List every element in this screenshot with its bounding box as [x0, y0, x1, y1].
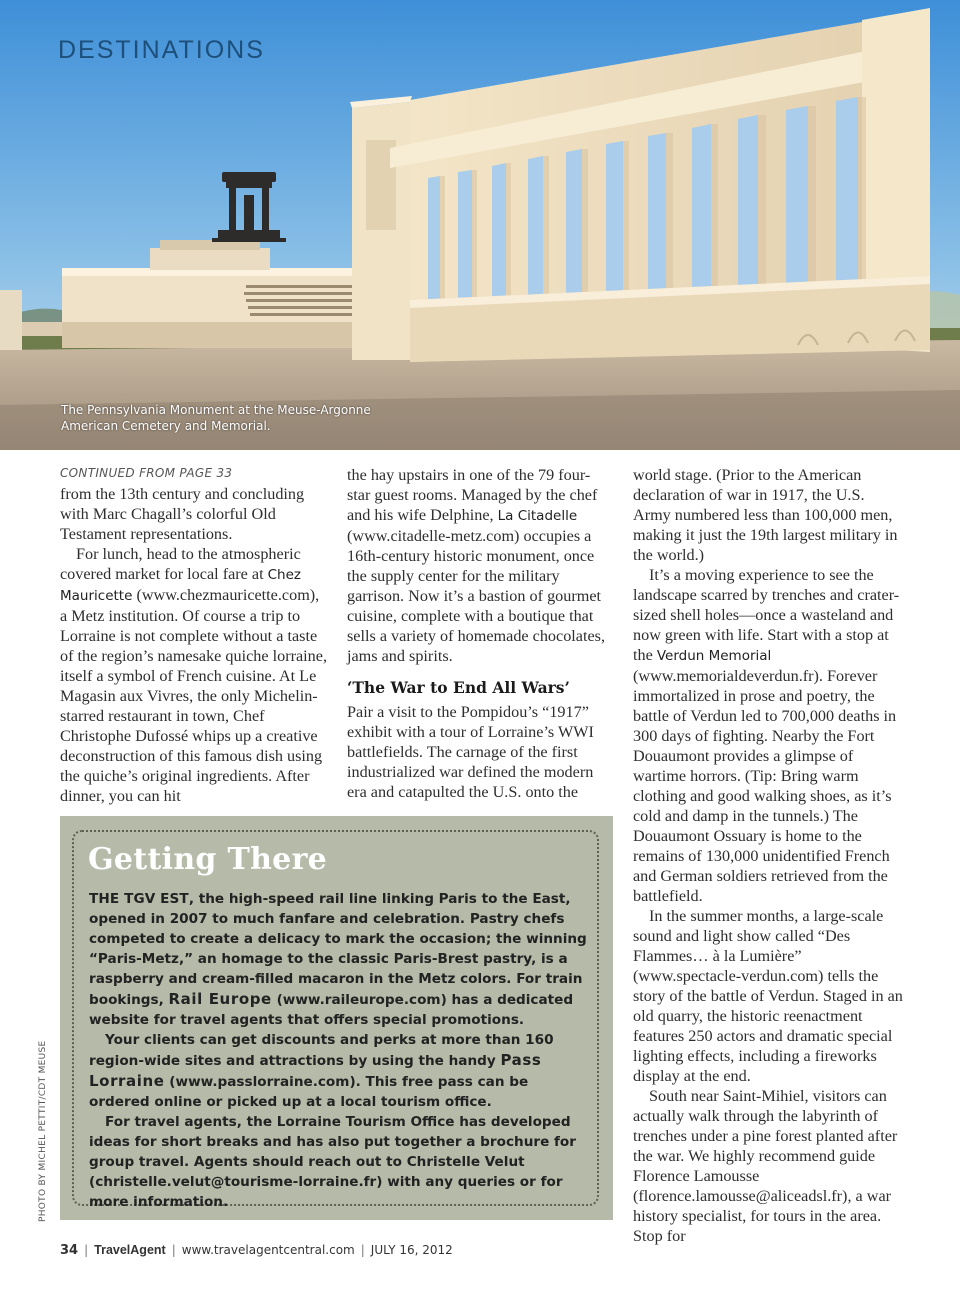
- issue-date: JULY 16, 2012: [370, 1243, 453, 1257]
- paragraph: from the 13th century and concluding with Marc Chagall’s colorful Old Testament representations.: [60, 485, 305, 543]
- continued-label: CONTINUED FROM PAGE 33: [60, 466, 233, 480]
- paragraph: It’s a moving experience to see the landscape scarred by trenches and crater-sized shell holes—once a wasteland and now green with life. Start with a stop at the Verdun Memorial (www.memorialdeverdun.fr). Forever immortalized in prose and poetry, the battle of Verdun led to 700,000 deaths in 300 days of fighting. Nearby the Fort Douaumont provides a glimpse of wartime horrors. (Tip: Bring warm clothing and good walking shoes, as it’s cold and damp in the tunnels.) The Douaumont Ossuary is home to the remains of 130,000 unidentified French and German soldiers retrieved from the battlefield.: [633, 566, 900, 905]
- sidebar-body: [89, 889, 589, 1212]
- paragraph: world stage. (Prior to the American declaration of war in 1917, the U.S. Army numbered less than 100,000 men, making it just the 19th largest military in the world.): [633, 466, 898, 564]
- article-column-2: [347, 465, 612, 802]
- sidebar-title: Getting There: [88, 842, 328, 877]
- sidebar-paragraph: For travel agents, the Lorraine Tourism Office has developed ideas for short breaks and has also put together a brochure for group travel. Agents should reach out to Christelle Velut (christelle.velut@tourisme-lorraine.fr) with any queries or for more information.: [89, 1114, 576, 1210]
- brand-name: Pass Lorraine: [89, 1051, 542, 1090]
- monument-illustration: [0, 0, 960, 450]
- article-column-1: [60, 465, 328, 806]
- getting-there-sidebar: [60, 816, 613, 1220]
- paragraph: South near Saint-Mihiel, visitors can actually walk through the labyrinth of trenches under a pine forest planted after the war. We highly recommend guide Florence Lamousse (florence.lamousse@aliceadsl.fr), a war history specialist, for tours in the area. Stop for: [633, 1087, 898, 1245]
- separator: |: [171, 1243, 176, 1257]
- website-url: www.travelagentcentral.com: [181, 1243, 355, 1257]
- venue-name: La Citadelle: [497, 508, 578, 524]
- magazine-brand: TravelAgent: [94, 1243, 166, 1257]
- sidebar-lead: THE TGV EST: [89, 891, 189, 907]
- paragraph: Pair a visit to the Pompidou’s “1917” exhibit with a tour of Lorraine’s WWI battlefields. The carnage of the first industrialized war defined the modern era and catapulted the U.S. onto the: [347, 703, 594, 801]
- photo-credit: PHOTO BY MICHEL PETTIT/CDT MEUSE: [38, 1040, 48, 1222]
- paragraph: For lunch, head to the atmospheric covered market for local fare at Chez Mauricette (www.chezmauricette.com), a Metz institution. Of course a trip to Lorraine is not complete without a taste of the region’s namesake quiche lorraine, itself a symbol of French cuisine. At Le Magasin aux Vivres, the only Michelin-starred restaurant in town, Chef Christophe Dufossé whips up a creative deconstruction of this famous dish using the quiche’s original ingredients. After dinner, you can hit: [60, 545, 327, 805]
- paragraph: the hay upstairs in one of the 79 four-star guest rooms. Managed by the chef and his wife Delphine, La Citadelle (www.citadelle-metz.com) occupies a 16th-century historic monument, once the supply center for the military garrison. Now it’s a bastion of gourmet cuisine, complete with a boutique that sells a variety of homemade chocolates, jams and spirits.: [347, 466, 606, 665]
- venue-name: Chez Mauricette: [60, 567, 301, 604]
- sidebar-paragraph: Your clients can get discounts and perks at more than 160 region-wide sites and attractions by using the handy Pass Lorraine (www.passlorraine.com). This free pass can be ordered online or picked up at a local tourism office.: [89, 1032, 554, 1110]
- section-title: DESTINATIONS: [58, 36, 265, 64]
- photo-caption: The Pennsylvania Monument at the Meuse-Argonne American Cemetery and Memorial.: [61, 403, 371, 433]
- article-column-3: [633, 465, 905, 1246]
- sidebar-paragraph: THE TGV EST, the high-speed rail line linking Paris to the East, opened in 2007 to much fanfare and celebration. Pastry chefs competed to create a delicacy to mark the occasion; the winning “Paris-Metz,” an homage to the classic Paris-Brest pastry, is a raspberry and cream-filled macaron in the Metz colors. For train bookings, Rail Europe (www.raileurope.com) has a dedicated website for travel agents that offers special promotions.: [89, 891, 587, 1028]
- separator: |: [84, 1243, 89, 1257]
- page-number: 34: [60, 1243, 79, 1258]
- venue-name: Verdun Memorial: [656, 648, 772, 664]
- hero-photo: [0, 0, 960, 450]
- page-footer: [60, 1243, 453, 1258]
- brand-name: Rail Europe: [168, 990, 272, 1008]
- separator: |: [360, 1243, 365, 1257]
- subheading: ‘The War to End All Wars’: [347, 678, 570, 697]
- paragraph: In the summer months, a large-scale sound and light show called “Des Flammes… à la Lumière” (www.spectacle-verdun.com) tells the story of the battle of Verdun. Staged in an old quarry, the historic reenactment features 250 actors and dramatic special lighting effects, including a fireworks display at the end.: [633, 907, 903, 1085]
